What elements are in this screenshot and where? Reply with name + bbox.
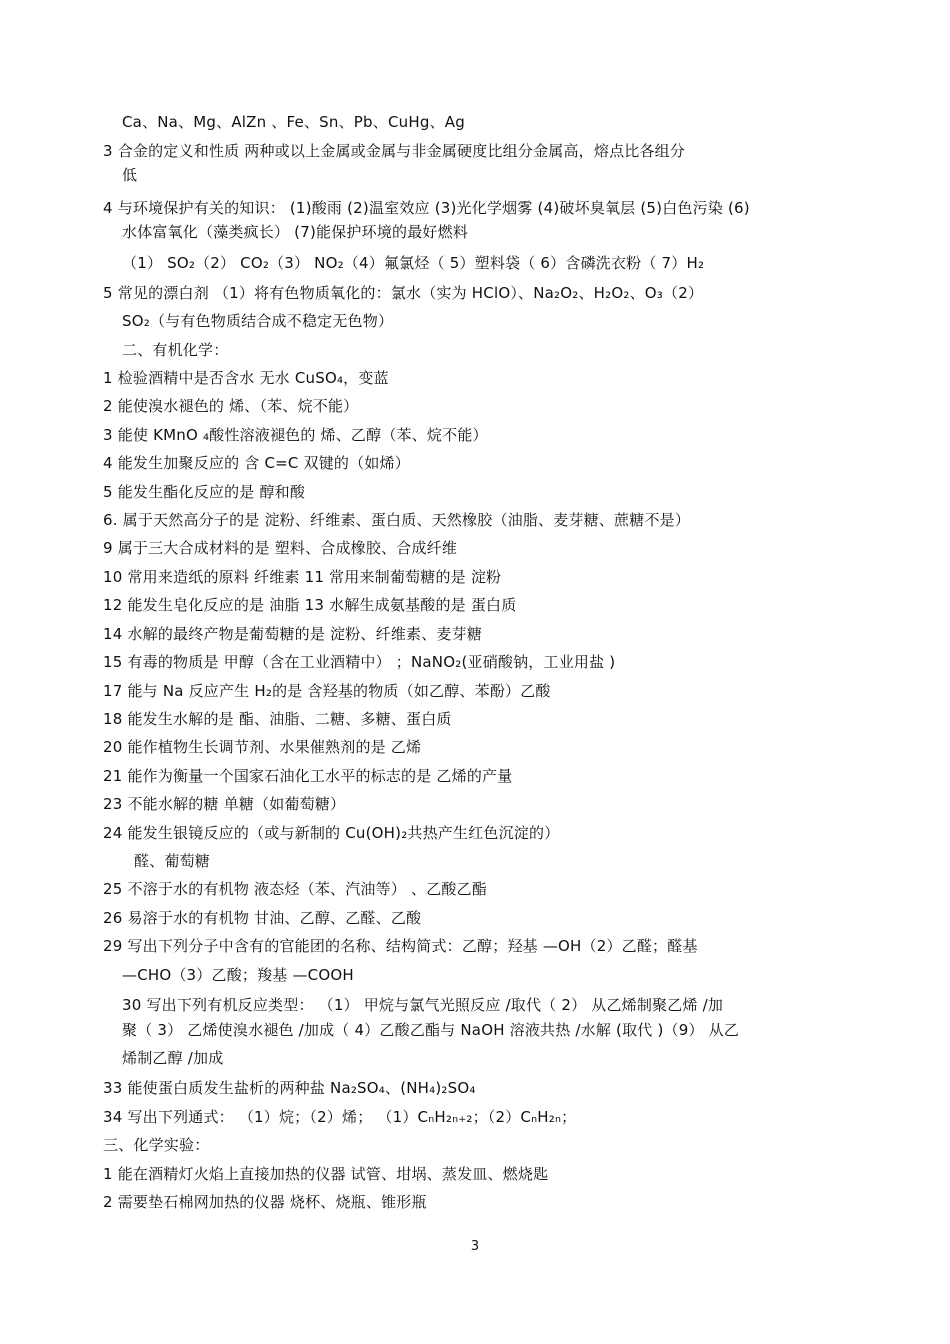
text-line: 9 属于三大合成材料的是 塑料、合成橡胶、合成纤维 (103, 539, 458, 557)
text-line: 1 能在酒精灯火焰上直接加热的仪器 试管、坩埚、蒸发皿、燃烧匙 (103, 1165, 549, 1183)
text-line: 1 检验酒精中是否含水 无水 CuSO₄，变蓝 (103, 369, 389, 387)
text-line: 21 能作为衡量一个国家石油化工水平的标志的是 乙烯的产量 (103, 767, 513, 785)
text-line: 水体富氧化（藻类疯长） (7)能保护环境的最好燃料 (122, 223, 469, 241)
text-line: Ca、Na、Mg、AlZn 、Fe、Sn、Pb、CuHg、Ag (122, 113, 465, 131)
text-line: 33 能使蛋白质发生盐析的两种盐 Na₂SO₄、(NH₄)₂SO₄ (103, 1079, 476, 1097)
text-line: 4 能发生加聚反应的 含 C=C 双键的（如烯） (103, 454, 410, 472)
text-line: 12 能发生皂化反应的是 油脂 13 水解生成氨基酸的是 蛋白质 (103, 596, 517, 614)
text-line: 烯制乙醇 /加成 (122, 1049, 224, 1067)
text-line: 30 写出下列有机反应类型： （1） 甲烷与氯气光照反应 /取代（ 2） 从乙烯制聚乙烯 /加 (122, 996, 724, 1014)
page-number: 3 (470, 1239, 480, 1254)
text-line: 20 能作植物生长调节剂、水果催熟剂的是 乙烯 (103, 738, 422, 756)
section-heading: 三、化学实验： (103, 1136, 210, 1154)
text-line: 25 不溶于水的有机物 液态烃（苯、汽油等） 、乙酸乙酯 (103, 880, 487, 898)
text-line: 15 有毒的物质是 甲醇（含在工业酒精中） ；NaNO₂(亚硝酸钠，工业用盐 ) (103, 653, 616, 671)
text-line: 18 能发生水解的是 酯、油脂、二糖、多糖、蛋白质 (103, 710, 452, 728)
text-line: 14 水解的最终产物是葡萄糖的是 淀粉、纤维素、麦芽糖 (103, 625, 483, 643)
text-line: SO₂（与有色物质结合成不稳定无色物） (122, 312, 394, 330)
text-line: 醛、葡萄糖 (134, 852, 211, 870)
text-line: 3 能使 KMnO ₄酸性溶液褪色的 烯、乙醇（苯、烷不能） (103, 426, 488, 444)
text-line: 2 能使溴水褪色的 烯、（苯、烷不能） (103, 397, 359, 415)
text-line: 34 写出下列通式： （1）烷；（2）烯； （1）CₙH₂ₙ₊₂；（2）CₙH₂ₙ； (103, 1108, 577, 1126)
text-line: 6. 属于天然高分子的是 淀粉、纤维素、蛋白质、天然橡胶（油脂、麦芽糖、蔗糖不是） (103, 511, 691, 529)
text-line: 5 能发生酯化反应的是 醇和酸 (103, 483, 306, 501)
text-line: 2 需要垫石棉网加热的仪器 烧杯、烧瓶、锥形瓶 (103, 1193, 427, 1211)
text-line: （1） SO₂（2） CO₂（3） NO₂（4）氟氯烃（ 5）塑料袋（ 6）含磷洗衣粉（ 7）H₂ (122, 254, 705, 272)
text-line: 17 能与 Na 反应产生 H₂的是 含羟基的物质（如乙醇、苯酚）乙酸 (103, 682, 551, 700)
text-line: 5 常见的漂白剂 （1）将有色物质氧化的：氯水（实为 HClO）、Na₂O₂、H₂O₂、O₃（2） (103, 284, 704, 302)
text-line: 3 合金的定义和性质 两种或以上金属或金属与非金属硬度比组分金属高，熔点比各组分 (103, 142, 686, 160)
text-line: 29 写出下列分子中含有的官能团的名称、结构简式：乙醇；羟基 —OH（2）乙醛；醛基 (103, 937, 698, 955)
text-line: 10 常用来造纸的原料 纤维素 11 常用来制葡萄糖的是 淀粉 (103, 568, 502, 586)
text-line: —CHO（3）乙酸；羧基 —COOH (122, 966, 354, 984)
text-line: 24 能发生银镜反应的（或与新制的 Cu(OH)₂共热产生红色沉淀的） (103, 824, 560, 842)
text-line: 4 与环境保护有关的知识： (1)酸雨 (2)温室效应 (3)光化学烟雾 (4)破坏臭氧层 (5)白色污染 (6) (103, 199, 750, 217)
text-line: 26 易溶于水的有机物 甘油、乙醇、乙醛、乙酸 (103, 909, 422, 927)
text-line: 低 (122, 166, 138, 184)
section-heading: 二、有机化学： (122, 341, 229, 359)
text-line: 23 不能水解的糖 单糖（如葡萄糖） (103, 795, 346, 813)
text-line: 聚（ 3） 乙烯使溴水褪色 /加成（ 4）乙酸乙酯与 NaOH 溶液共热 /水解 (取代 )（9） 从乙 (122, 1021, 740, 1039)
